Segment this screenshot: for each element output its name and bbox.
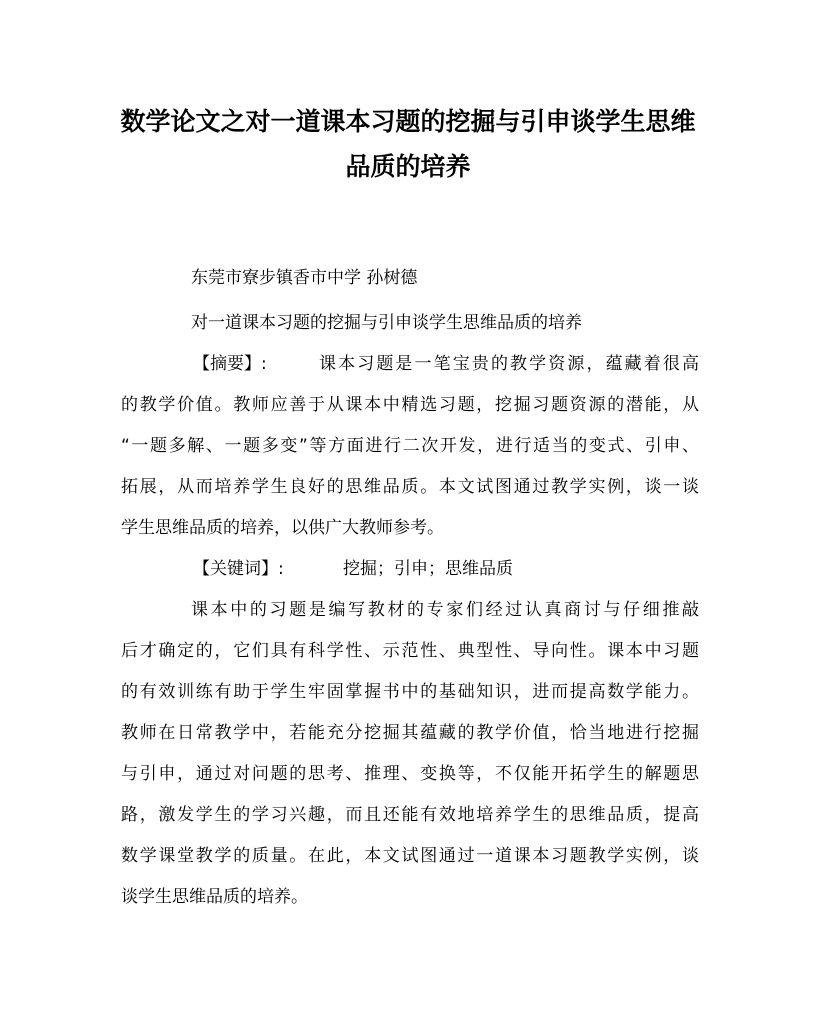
- abstract-line-1: 课本习题是一笔宝贵的教学资源，蕴藏着很高: [319, 354, 699, 374]
- paragraph-line-2: 后才确定的，它们具有科学性、示范性、典型性、导向性。课本中习题: [121, 641, 699, 661]
- paragraph-line-8: 谈学生思维品质的培养。: [121, 887, 308, 907]
- abstract-line-5: 学生思维品质的培养，以供广大教师参考。: [121, 518, 444, 538]
- paragraph-line-3: 的有效训练有助于学生牢固掌握书中的基础知识，进而提高数学能力。: [121, 682, 699, 702]
- abstract-label: 【摘要】:: [193, 354, 267, 374]
- keywords-label: 【关键词】:: [193, 559, 284, 579]
- document-title-line-2: 品质的培养: [345, 152, 471, 181]
- abstract-line-4: 拓展，从而培养学生良好的思维品质。本文试图通过教学实例，谈一谈: [121, 477, 699, 497]
- subtitle-line: 对一道课本习题的挖掘与引申谈学生思维品质的培养: [191, 313, 582, 333]
- paragraph-line-6: 路，激发学生的学习兴趣，而且还能有效地培养学生的思维品质，提高: [121, 805, 699, 825]
- document-title-line-1: 数学论文之对一道课本习题的挖掘与引申谈学生思维: [120, 107, 696, 136]
- keywords-value: 挖掘；引申；思维品质: [343, 559, 513, 579]
- author-line: 东莞市寮步镇香市中学 孙树德: [191, 268, 418, 288]
- paragraph-line-5: 与引申，通过对问题的思考、推理、变换等，不仅能开拓学生的解题思: [121, 764, 699, 784]
- abstract-line-2: 的教学价值。教师应善于从课本中精选习题，挖掘习题资源的潜能，从: [121, 395, 699, 415]
- document-body: [121, 262, 699, 912]
- abstract-line-3: “一题多解、一题多变”等方面进行二次开发，进行适当的变式、引申、: [121, 436, 699, 456]
- paragraph-line-1: 课本中的习题是编写教材的专家们经过认真商讨与仔细推敲: [191, 600, 699, 620]
- paragraph-line-7: 数学课堂教学的质量。在此，本文试图通过一道课本习题教学实例，谈: [121, 846, 699, 866]
- paragraph-line-4: 教师在日常教学中，若能充分挖掘其蕴藏的教学价值，恰当地进行挖掘: [121, 723, 699, 743]
